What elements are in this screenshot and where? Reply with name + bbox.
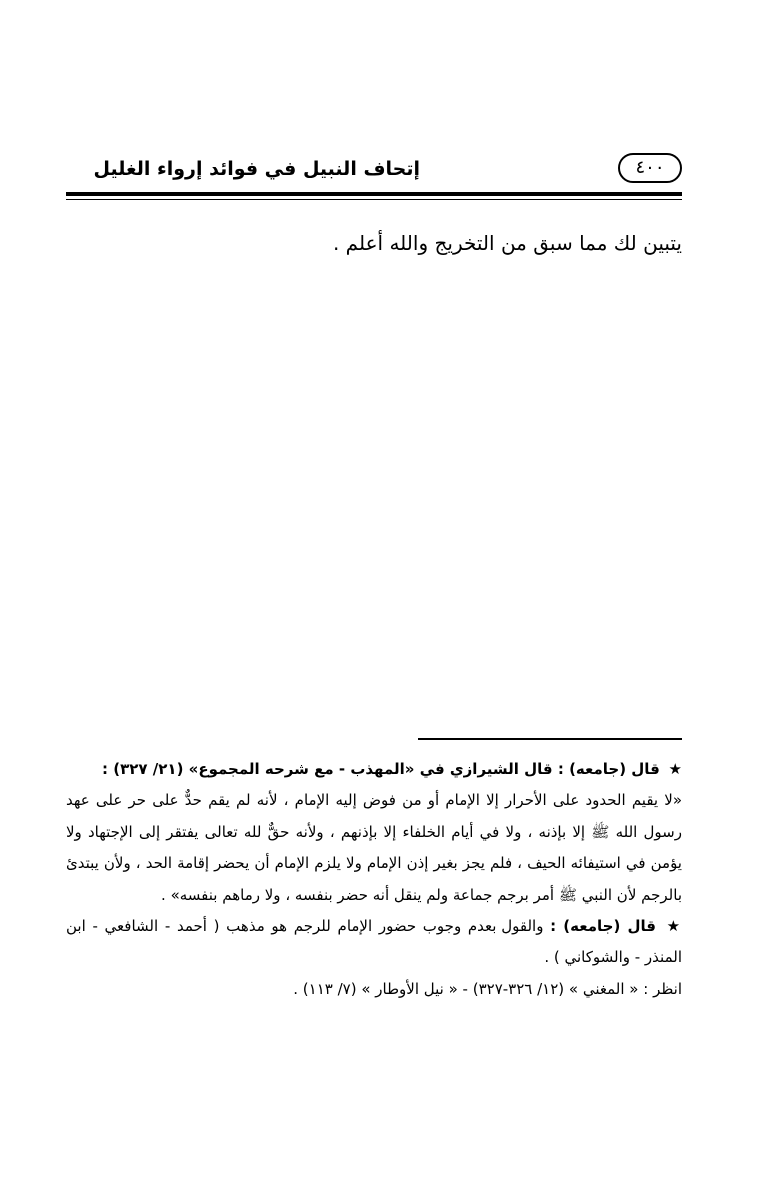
footnote-1	[66, 754, 682, 785]
star-icon: ★	[666, 917, 683, 936]
footnote-2-text: والقول بعدم وجوب حضور الإمام للرجم هو مذهب ( أحمد - الشافعي - ابن المنذر - والشوكاني ) .	[66, 917, 682, 967]
header-rule-thin	[66, 199, 682, 200]
book-title: إتحاف النبيل في فوائد إرواء الغليل	[93, 158, 420, 180]
footnote-1-quote: «لا يقيم الحدود على الأحرار إلا الإمام أو من فوض إليه الإمام ، لأنه لم يقم حدٌّ على حر على عهد رسول الله ﷺ إلا بإذنه ، ولا في أيام الخلفاء إلا بإذنهم ، ولأنه حقٌّ لله تعالى يفتقر إلى الإجتهاد ولا يؤمن في استيفائه الحيف ، فلم يجز بغير إذن الإمام ولا يلزم الإمام أن يحضر إقامة الحد ، ولأن يبتدئ بالرجم لأن النبي ﷺ أمر برجم جماعة ولم ينقل أنه حضر بنفسه ، ولا رماهم بنفسه» .	[66, 791, 682, 904]
footnote-2-references: انظر : « المغني » (١٢/ ٣٢٦-٣٢٧) - « نيل الأوطار » (٧/ ١١٣) .	[293, 979, 682, 998]
footnotes-section	[66, 754, 682, 1005]
page-number-badge: ٤٠٠	[618, 153, 682, 183]
header-rule-thick	[66, 192, 682, 196]
body-paragraph: يتبين لك مما سبق من التخريج والله أعلم .	[332, 231, 682, 255]
footnote-2-heading: قال (جامعه) :	[550, 917, 656, 936]
footnote-separator	[418, 738, 682, 740]
footnote-2	[66, 911, 682, 974]
page-header	[66, 150, 682, 190]
footnote-1-heading: قال (جامعه) : قال الشيرازي في «المهذب - مع شرحه المجموع» (٢١/ ٣٢٧) :	[102, 760, 660, 778]
star-icon: ★	[668, 760, 682, 778]
